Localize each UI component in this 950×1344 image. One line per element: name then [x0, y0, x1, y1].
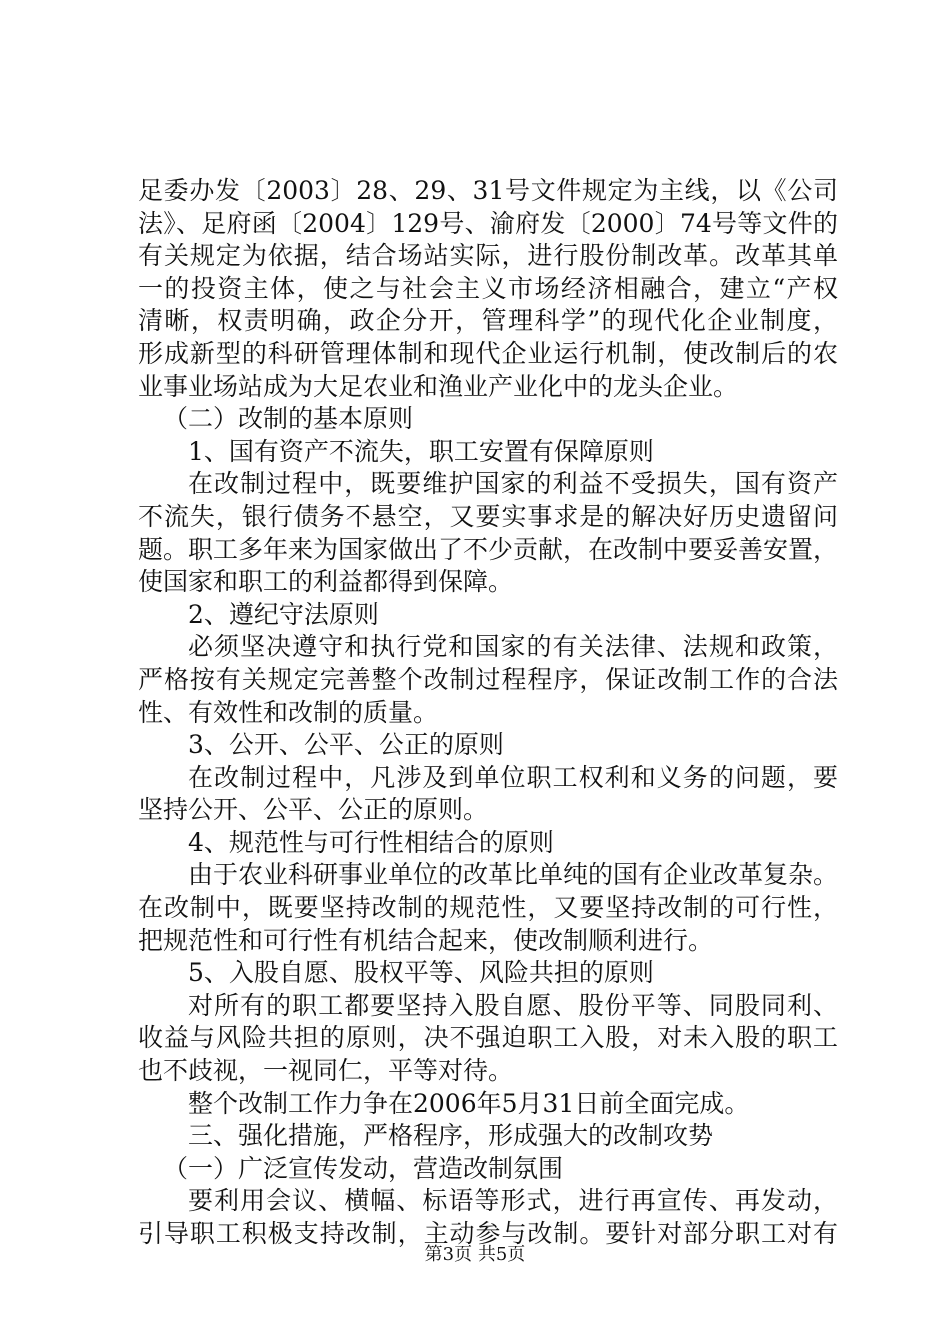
body-text-line: 整个改制工作力争在2006年5月31日前全面完成。	[188, 1088, 750, 1118]
body-text-line: 对所有的职工都要坚持入股自愿、股份平等、同股同利、	[188, 990, 838, 1020]
body-text-line: 严格按有关规定完善整个改制过程程序，保证改制工作的合法	[138, 664, 838, 694]
body-text-line: 法》、足府函〔2004〕129号、渝府发〔2000〕74号等文件的	[138, 208, 838, 238]
body-text-line: 把规范性和可行性有机结合起来，使改制顺利进行。	[138, 925, 714, 955]
body-text-line: 引导职工积极支持改制，主动参与改制。要针对部分职工对有	[138, 1219, 838, 1248]
body-text-line: 4、规范性与可行性相结合的原则	[188, 827, 554, 857]
body-text-line: 在改制中，既要坚持改制的规范性，又要坚持改制的可行性，	[138, 893, 838, 923]
body-text-line: 清晰，权责明确，政企分开，管理科学”的现代化企业制度，	[138, 306, 838, 336]
body-text-line: 坚持公开、公平、公正的原则。	[138, 795, 489, 825]
body-text-line: 三、强化措施，严格程序，形成强大的改制攻势	[188, 1121, 714, 1151]
body-text-line: 3、公开、公平、公正的原则	[188, 730, 504, 760]
body-text-line: 也不歧视，一视同仁，平等对待。	[138, 1056, 514, 1086]
body-text-line: 在改制过程中，既要维护国家的利益不受损失，国有资产	[188, 469, 838, 499]
body-text-line: 在改制过程中，凡涉及到单位职工权利和义务的问题，要	[188, 762, 838, 792]
body-text-line: 形成新型的科研管理体制和现代企业运行机制，使改制后的农	[138, 338, 838, 368]
body-text-line: 必须坚决遵守和执行党和国家的有关法律、法规和政策，	[188, 632, 838, 662]
body-text-line: 2、遵纪守法原则	[188, 599, 379, 629]
body-text-line: 题。职工多年来为国家做出了不少贡献，在改制中要妥善安置，	[138, 534, 838, 564]
body-text-line: 由于农业科研事业单位的改革比单纯的国有企业改革复杂。	[188, 860, 838, 890]
body-text-line: 性、有效性和改制的质量。	[138, 697, 439, 727]
body-text-line: 要利用会议、横幅、标语等形式，进行再宣传、再发动，	[188, 1186, 838, 1216]
page-number-footer: 第3页 共5页	[424, 1244, 526, 1265]
document-body	[138, 175, 838, 1251]
body-text-line: 一的投资主体，使之与社会主义市场经济相融合，建立“产权	[138, 273, 838, 303]
body-text-line: 1、国有资产不流失，职工安置有保障原则	[188, 436, 654, 466]
body-text-line: 业事业场站成为大足农业和渔业产业化中的龙头企业。	[138, 371, 739, 401]
body-text-line: 不流失，银行债务不悬空，又要实事求是的解决好历史遗留问	[138, 501, 838, 531]
body-text-line: （一）广泛宣传发动，营造改制氛围	[163, 1153, 564, 1183]
body-text-line: 使国家和职工的利益都得到保障。	[138, 567, 514, 597]
body-text-line: 有关规定为依据，结合场站实际，进行股份制改革。改革其单	[138, 241, 838, 271]
body-text-line: 5、入股自愿、股权平等、风险共担的原则	[188, 958, 654, 988]
body-text-line: 足委办发〔2003〕28、29、31号文件规定为主线，以《公司	[138, 176, 838, 205]
body-text-line: 收益与风险共担的原则，决不强迫职工入股，对未入股的职工	[138, 1023, 838, 1053]
body-text-line: （二）改制的基本原则	[163, 404, 414, 434]
